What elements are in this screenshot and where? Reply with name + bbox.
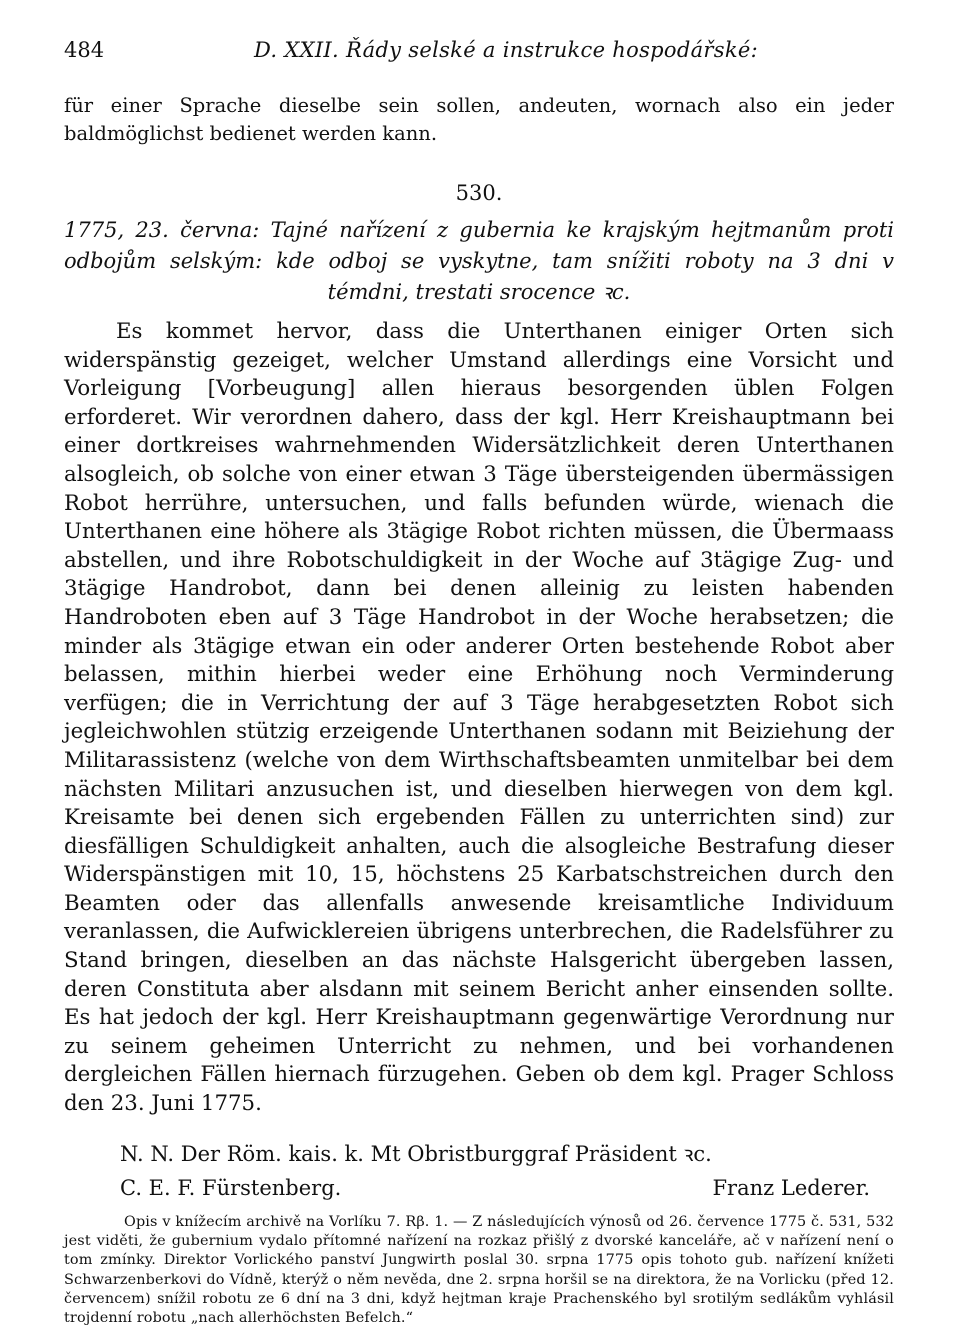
running-title: D. XXII. Řády selské a instrukce hospodářské: [254,38,758,62]
signature-left: C. E. F. Fürstenberg. [120,1175,342,1200]
signature-right: Franz Lederer. [712,1175,870,1200]
book-page [64,38,894,1343]
intro-paragraph: für einer Sprache dieselbe sein sollen, andeuten, wornach also ein jeder baldmöglichst bedienet werden kann. [64,94,894,145]
signatures-row [64,1174,894,1204]
running-header [64,38,894,74]
document-number: 530. [455,181,503,205]
footnote: Opis v knížecím archivě na Vorlíku 7. Rβ. 1. — Z následujících výnosů od 26. července 1775 č. 531, 532 jest viděti, že gubernium vydalo přítomné nařízení na rozkaz přišlý z dvorské kanceláře, ač v nařízení není o tom zmínky. Direktor Vorlického panství Jungwirth poslal 30. srpna 1775 opis tohoto gub. nařízení knížeti Schwarzenberkovi do Vídně, kterýž o něm nevěda, dne 2. srpna horšil se na direktora, že na Vorlicku (před 12. červencem) snížil robotu ze 6 dní na 3 dni, když hejtman kraje Prachenského byl srotilým sedlákům vyhlásil trojdenní robotu „nach allerhöchsten Befelch.“ [64,1213,894,1326]
document-body: Es kommet hervor, dass die Unterthanen einiger Orten sich widerspänstig gezeiget, welcher Umstand allerdings eine Vorsicht und Vorleigung [Vorbeugung] allen hieraus besorgenden üblen Folgen erforderet. Wir verordnen dahero, dass der kgl. Herr Kreishauptmann bei einer dortkreises wahrnehmenden Widersätzlichkeit deren Unterthanen alsogleich, ob solche von einer etwan 3 Täge übersteigenden übermässigen Robot herrühre, untersuchen, und falls befunden würde, wienach die Unterthanen eine höhere als 3tägige Robot richten müssen, die Übermaass abstellen, und ihre Robotschuldigkeit in der Woche auf 3tägige Zug- und 3tägige Handrobot, dann bei denen alleinig zu leisten habenden Handroboten eben auf 3 Täge Handrobot in der Woche herabsetzen; die minder als 3tägige etwan ein oder anderer Orten bestehende Robot aber belassen, mithin hierbei weder eine Erhöhung noch Verminderung verfügen; die in Verrichtung der auf 3 Täge herabgesetzten Robot sich jegleichwohlen stützig erzeigende Unterthanen sodann mit Beiziehung der Militarassistenz (welche von dem Wirthschaftsbeamten unmitelbar bei dem nächsten Militari anzusuchen ist, und dieselben hierwegen von dem kgl. Kreisamte bei denen sich ergebenden Fällen zu unterrichten sind) zur diesfälligen Schuldigkeit anhalten, auch die alsogleiche Bestrafung dieser Widerspänstigen mit 10, 15, höchstens 25 Karbatschstreichen durch den Beamten oder das allenfalls anwesende kreisamtliche Individuum veranlassen, die Aufwicklereien übrigens unterbrechen, die Radelsführer zu Stand bringen, dieselben an das nächste Halsgericht übergeben lassen, deren Constituta aber alsdann mit seinem Bericht anher einsenden sollte. Es hat jedoch der kgl. Herr Kreishauptmann gegenwärtige Verordnung nur zu seinem geheimen Unterricht zu nehmen, und bei vorhandenen dergleichen Fällen hiernach fürzugehen. Geben ob dem kgl. Prager Schloss den 23. Juni 1775. [64,319,894,1117]
signature-line: N. N. Der Röm. kais. k. Mt Obristburggraf Präsident ꝛc. [120,1141,712,1166]
page-number: 484 [64,38,105,62]
document-summary: 1775, 23. června: Tajné nařízení z gubernia ke krajským hejtmanům proti odbojům selským: kde odboj se vyskytne, tam snížiti roboty na 3 dni v témdni, trestati srocence ꝛc. [64,218,894,304]
